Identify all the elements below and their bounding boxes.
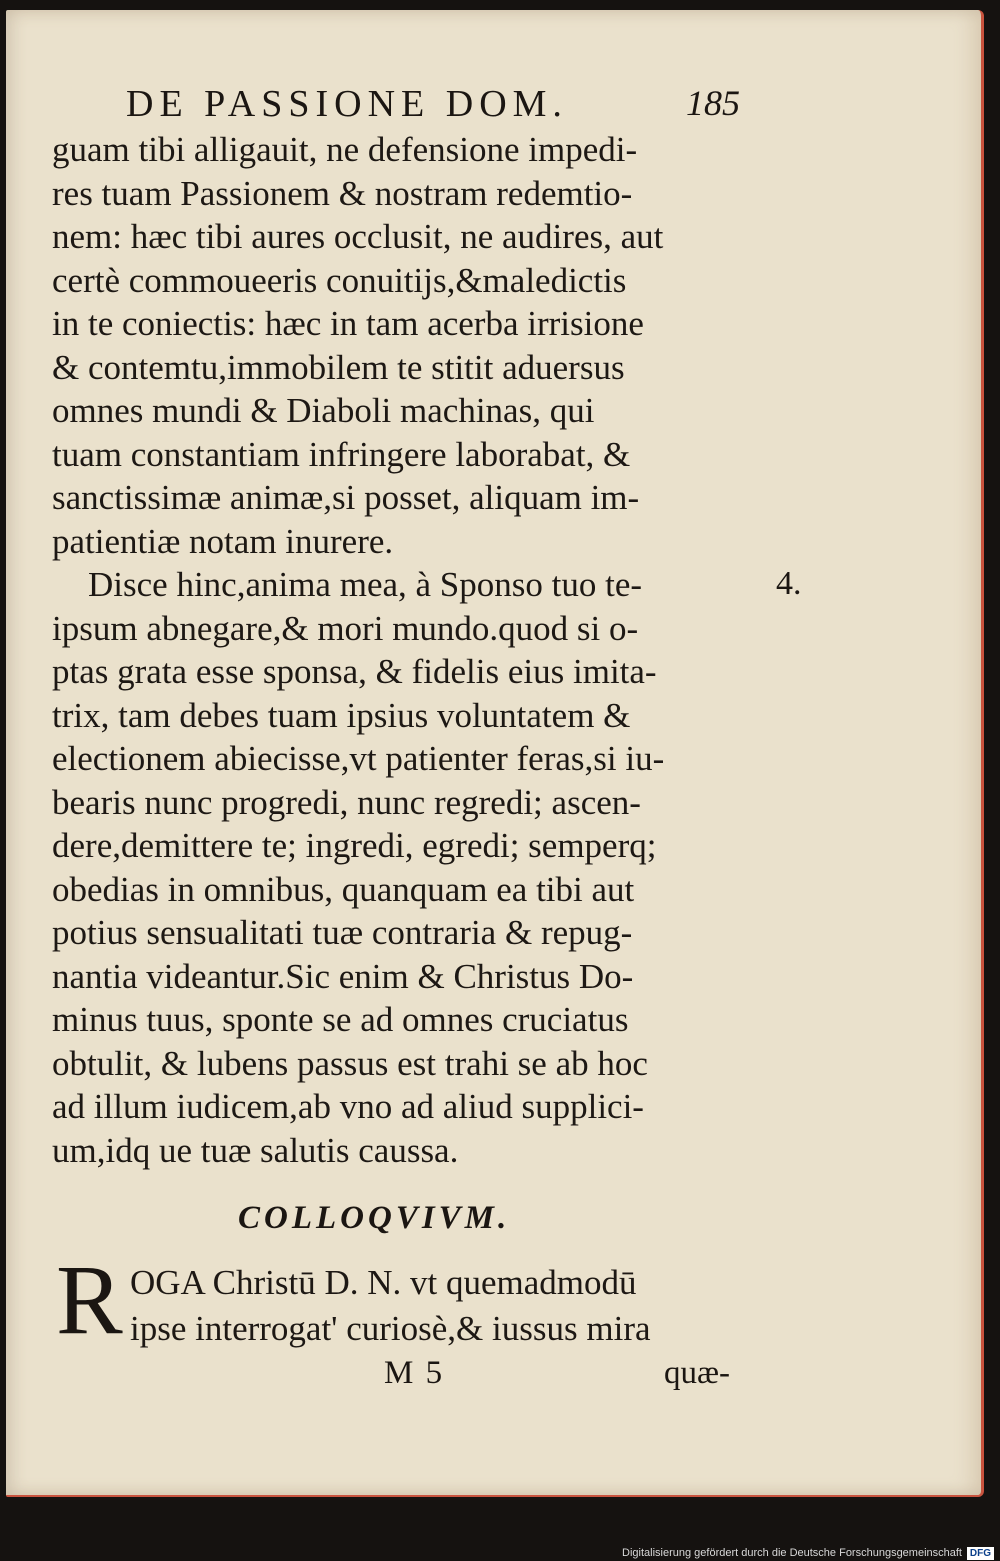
text-line: & contemtu,immobilem te stitit aduersus — [52, 347, 625, 387]
colloquium-text — [130, 1260, 750, 1352]
text-line: in te coniectis: hæc in tam acerba irrisione — [52, 304, 644, 343]
text-line: omnes mundi & Diaboli machinas, qui — [52, 391, 595, 430]
text-line: um,idq ue tuæ salutis caussa. — [52, 1130, 459, 1170]
text-line: obedias in omnibus, quanquam ea tibi aut — [52, 869, 635, 909]
book-page — [6, 10, 984, 1497]
page-header — [6, 82, 981, 132]
text-line: certè commoueeris conuitijs,&maledictis — [52, 260, 627, 300]
text-line: obtulit, & lubens passus est trahi se ab hoc — [52, 1043, 648, 1083]
dfg-logo: DFG — [967, 1547, 994, 1560]
text-line: OGA Christū D. N. vt quemadmodū — [130, 1263, 637, 1302]
drop-capital: R — [56, 1244, 123, 1355]
running-title: DE PASSIONE DOM. — [126, 83, 568, 125]
text-line: bearis nunc progredi, nunc regredi; ascen- — [52, 782, 641, 822]
main-text — [52, 128, 742, 1172]
section-heading: COLLOQVIVM. — [238, 1200, 511, 1236]
text-line: potius sensualitati tuæ contraria & repug- — [52, 913, 633, 952]
text-line: sanctissimæ animæ,si posset, aliquam im- — [52, 478, 640, 517]
digitization-credit: Digitalisierung gefördert durch die Deutsche Forschungsgemeinschaft — [622, 1547, 962, 1559]
text-line: ipse interrogat' curiosè,& iussus mira — [130, 1309, 651, 1348]
text-line: dere,demittere te; ingredi, egredi; semperq; — [52, 826, 657, 865]
text-line: tuam constantiam infringere laborabat, & — [52, 434, 631, 474]
page-number: 185 — [686, 83, 740, 123]
text-line: guam tibi alligauit, ne defensione impedi- — [52, 130, 638, 169]
text-line: ad illum iudicem,ab vno ad aliud supplici- — [52, 1087, 644, 1126]
signature-mark: M 5 — [384, 1355, 445, 1391]
text-line: nantia videantur.Sic enim & Christus Do- — [52, 956, 634, 996]
text-line: ipsum abnegare,& mori mundo.quod si o- — [52, 608, 639, 648]
text-line: nem: hæc tibi aures occlusit, ne audires, aut — [52, 217, 664, 256]
text-line: res tuam Passionem & nostram redemtio- — [52, 173, 633, 213]
text-line: trix, tam debes tuam ipsius voluntatem & — [52, 695, 631, 735]
text-line: Disce hinc,anima mea, à Sponso tuo te- — [88, 565, 643, 604]
text-line: minus tuus, sponte se ad omnes cruciatus — [52, 1000, 629, 1039]
catchword: quæ- — [664, 1355, 730, 1391]
text-line: patientiæ notam inurere. — [52, 521, 394, 561]
text-line: ptas grata esse sponsa, & fidelis eius imita- — [52, 652, 657, 691]
text-line: electionem abiecisse,vt patienter feras,si iu- — [52, 739, 665, 778]
margin-note-number: 4. — [776, 565, 802, 602]
